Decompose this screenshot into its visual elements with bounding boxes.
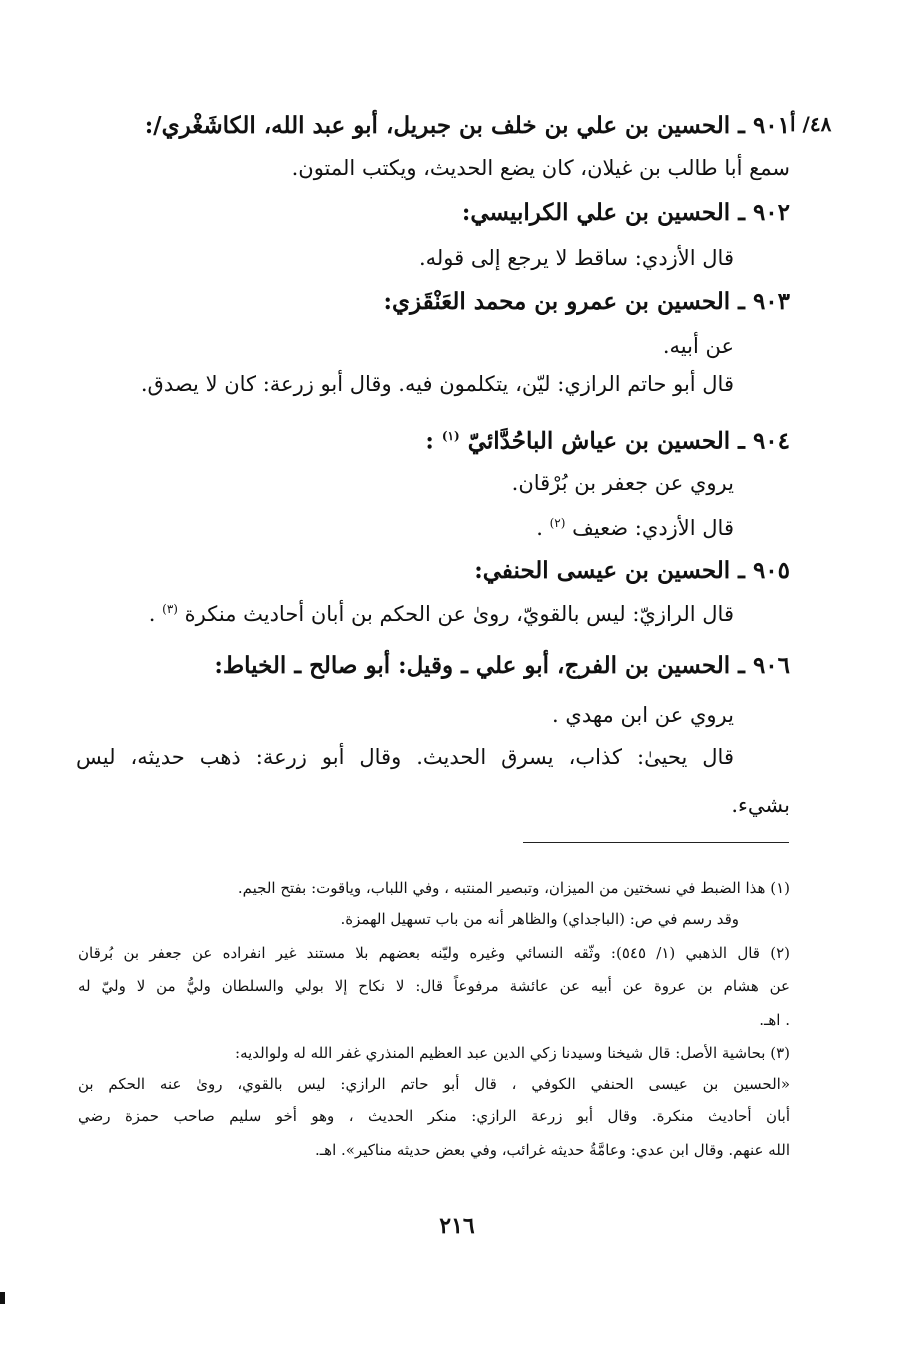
entry-901-text: سمع أبا طالب بن غيلان، كان يضع الحديث، ويكتب المتون. [291,156,790,180]
entry-906-text-1: يروي عن ابن مهدي . [552,703,734,727]
entry-903-text-1: عن أبيه. [662,334,734,358]
footnote-2-line-3: . اهـ. [759,1011,790,1029]
entry-906-text-3: بشيء. [731,793,790,817]
entry-904-text-2 [536,508,734,543]
entry-905-text-body: قال الرازيّ: ليس بالقويّ، روىٰ عن الحكم بن أبان أحاديث منكرة [184,602,734,626]
entry-906-text-2: قال يحيىٰ: كذاب، يسرق الحديث. وقال أبو زرعة: ذهب حديثه، ليس [76,745,734,769]
marginal-folio-reference: ٤٨/ أ [790,112,832,136]
footnote-ref-2: (٢) [549,516,566,530]
page-number: ٢١٦ [439,1213,475,1239]
entry-905-heading: ٩٠٥ ـ الحسين بن عيسى الحنفي: [474,557,790,584]
entry-906-heading: ٩٠٦ ـ الحسين بن الفرج، أبو علي ـ وقيل: أبو صالح ـ الخياط: [214,652,790,679]
entry-904-heading [425,421,790,457]
footnote-3-line-2: «الحسين بن عيسى الحنفي الكوفي ، قال أبو حاتم الرازي: ليس بالقوي، روىٰ عنه الحكم بن [78,1075,790,1093]
entry-905-text-period: . [148,602,156,626]
entry-903-text-2: قال أبو حاتم الرازي: ليّن، يتكلمون فيه. وقال أبو زرعة: كان لا يصدق. [140,372,734,396]
footnote-2-line-1: (٢) قال الذهبي (١/ ٥٤٥): وثّقه النسائي وغيره وليّنه بعضهم بلا مستند غير انفراده عن جعفر بن بُرقان [78,944,790,962]
footnote-1-line-1: (١) هذا الضبط في نسختين من الميزان، وتبصير المنتبه ، وفي اللباب، وياقوت: بفتح الجيم. [237,879,790,897]
footnote-ref-3: (٣) [162,602,178,616]
entry-904-heading-colon: : [425,427,434,455]
scan-edge-mark [0,1292,5,1304]
footnote-1-line-2: وقد رسم في ص: (الباجداي) والظاهر أنه من باب تسهيل الهمزة. [340,910,739,928]
footnote-3-line-3: أبان أحاديث منكرة. وقال أبو زرعة الرازي: منكر الحديث ، وهو أخو سليم صاحب حمزة رضي [78,1107,790,1125]
entry-901-heading: ٩٠١ ـ الحسين بن علي بن خلف بن جبريل، أبو عبد الله، الكاشَغْري/: [144,112,790,139]
footnote-3-line-4: الله عنهم. وقال ابن عدي: وعامَّةُ حديثه غرائب، وفي بعض حديثه مناكير». اهـ. [315,1141,790,1159]
entry-903-heading: ٩٠٣ ـ الحسين بن عمرو بن محمد العَنْقَزي: [383,288,790,315]
footnote-2-line-2: عن هشام بن عروة عن أبيه عن عائشة مرفوعاً قال: لا نكاح إلا بولي والسلطان وليُّ من لا وليّ له [78,977,790,995]
entry-904-text-2-body: قال الأزدي: ضعيف [572,516,734,540]
entry-904-heading-text: ٩٠٤ ـ الحسين بن عياش الباحُدَّائيّ [467,427,790,455]
entry-902-text: قال الأزدي: ساقط لا يرجع إلى قوله. [418,246,734,270]
entry-905-text [149,594,734,629]
footnote-3-line-1: (٣) بحاشية الأصل: قال شيخنا وسيدنا زكي الدين عبد العظيم المنذري غفر الله له ولوالديه: [235,1044,790,1062]
footnote-separator [523,842,789,843]
entry-902-heading: ٩٠٢ ـ الحسين بن علي الكرابيسي: [461,199,790,226]
entry-904-text-2-period: . [536,516,543,540]
entry-904-text-1: يروي عن جعفر بن بُرْقان. [511,471,734,495]
footnote-ref-1: (١) [441,429,460,443]
